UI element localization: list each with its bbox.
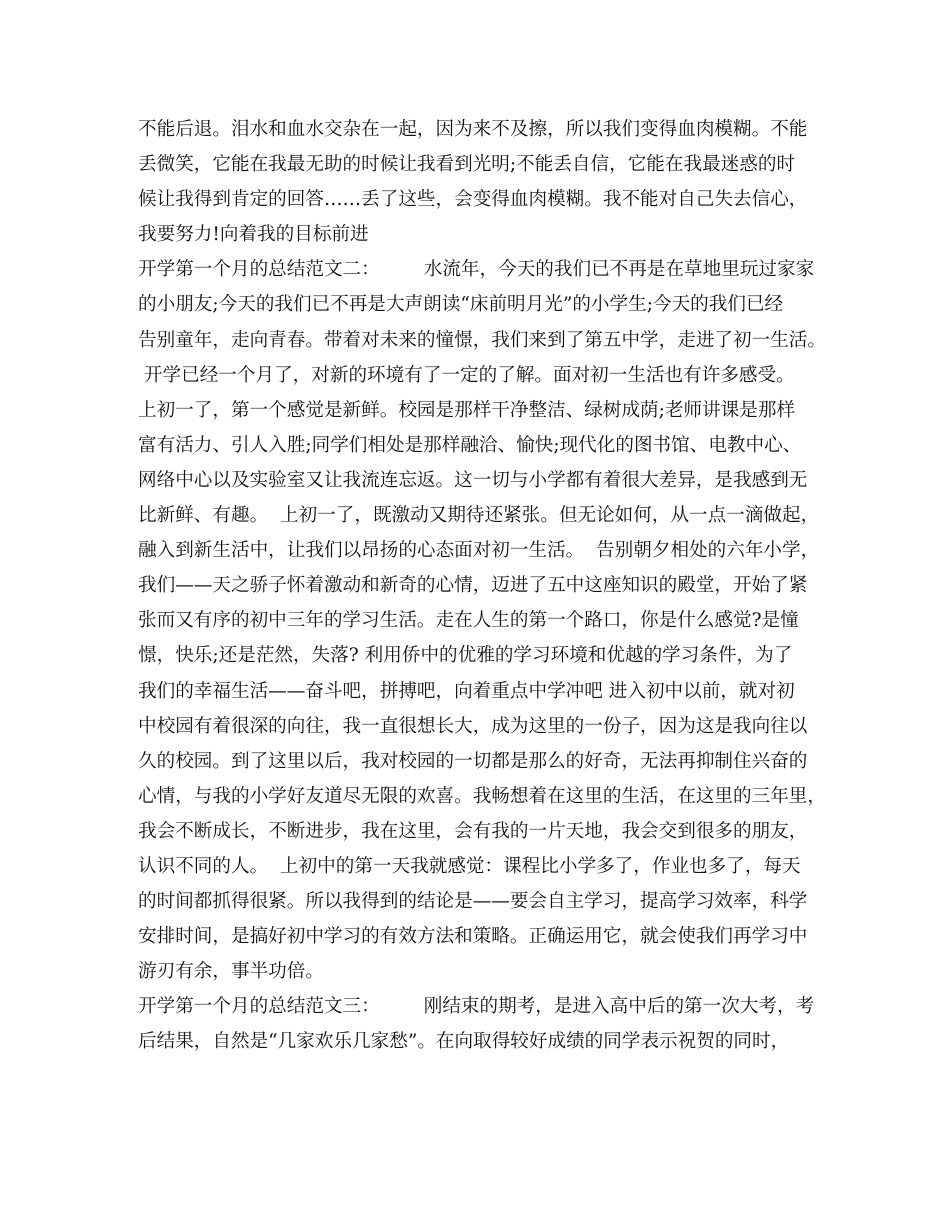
text-line: 心情，与我的小学好友道尽无限的欢喜。我畅想着在这里的生活，在这里的三年里， [138, 785, 826, 807]
text-line: 中校园有着很深的向往，我一直很想长大，成为这里的一份子，因为这是我向往以 [138, 715, 808, 737]
text-line: 认识不同的人。 上初中的第一天我就感觉：课程比小学多了，作业也多了，每天 [138, 855, 801, 877]
text-line: 开学已经一个月了，对新的环境有了一定的了解。面对初一生活也有许多感受。 [138, 364, 795, 386]
text-line: 不能后退。泪水和血水交杂在一起，因为来不及擦，所以我们变得血肉模糊。不能 [138, 119, 808, 140]
text-line: 我们的幸福生活——奋斗吧，拼搏吧，向着重点中学冲吧 进入初中以前，就对初 [138, 680, 795, 702]
text-line: 的小朋友;今天的我们已不再是大声朗读“床前明月光”的小学生;今天的我们已经 [138, 294, 784, 316]
section-3-opening-text: 刚结束的期考，是进入高中后的第一次大考，考 [423, 996, 815, 1018]
text-line: 张而又有序的初中三年的学习生活。走在人生的第一个路口，你是什么感觉?是憧 [138, 610, 799, 632]
text-line: 后结果，自然是“几家欢乐几家愁”。在向取得较好成绩的同学表示祝贺的同时， [138, 1031, 790, 1053]
text-line: 比新鲜、有趣。 上初一了，既激动又期待还紧张。但无论如何，从一点一滴做起， [138, 505, 820, 527]
text-line: 我会不断成长，不断进步，我在这里，会有我的一片天地，我会交到很多的朋友， [138, 820, 808, 842]
text-line: 上初一了，第一个感觉是新鲜。校园是那样干净整洁、绿树成荫;老师讲课是那样 [138, 399, 796, 421]
text-line: 网络中心以及实验室又让我流连忘返。这一切与小学都有着很大差异，是我感到无 [138, 469, 808, 491]
document-body [138, 112, 826, 1060]
text-line: 我们——天之骄子怀着激动和新奇的心情，迈进了五中这座知识的殿堂，开始了紧 [138, 575, 808, 597]
text-line: 的时间都抓得很紧。所以我得到的结论是——要会自主学习，提高学习效率，科学 [138, 891, 808, 913]
text-line: 游刃有余，事半功倍。 [138, 961, 324, 983]
text-line: 我要努力!向着我的目标前进 [138, 224, 369, 246]
section-2-first-line [138, 252, 818, 287]
text-line: 候让我得到肯定的回答……丢了这些，会变得血肉模糊。我不能对自己失去信心， [138, 189, 808, 211]
text-line: 安排时间，是搞好初中学习的有效方法和策略。正确运用它，就会使我们再学习中 [138, 926, 808, 948]
section-2-opening-text: 水流年，今天的我们已不再是在草地里玩过家家 [423, 259, 815, 281]
text-line: 久的校园。到了这里以后，我对校园的一切都是那么的好奇，无法再抑制住兴奋的 [138, 750, 808, 772]
text-line: 丢微笑，它能在我最无助的时候让我看到光明;不能丢自信，它能在我最迷惑的时 [138, 154, 796, 176]
section-3-heading: 开学第一个月的总结范文三： [138, 996, 380, 1018]
text-line: 富有活力、引人入胜;同学们相处是那样融洽、愉快;现代化的图书馆、电教中心、 [138, 434, 802, 456]
text-line: 告别童年，走向青春。带着对未来的憧憬，我们来到了第五中学，走进了初一生活。 [138, 329, 826, 351]
section-2-heading: 开学第一个月的总结范文二： [138, 259, 380, 281]
text-line: 融入到新生活中，让我们以昂扬的心态面对初一生活。 告别朝夕相处的六年小学， [138, 540, 820, 562]
text-line: 憬，快乐;还是茫然，失落? 利用侨中的优雅的学习环境和优越的学习条件，为了 [138, 645, 793, 667]
section-3-first-line [138, 989, 818, 1024]
